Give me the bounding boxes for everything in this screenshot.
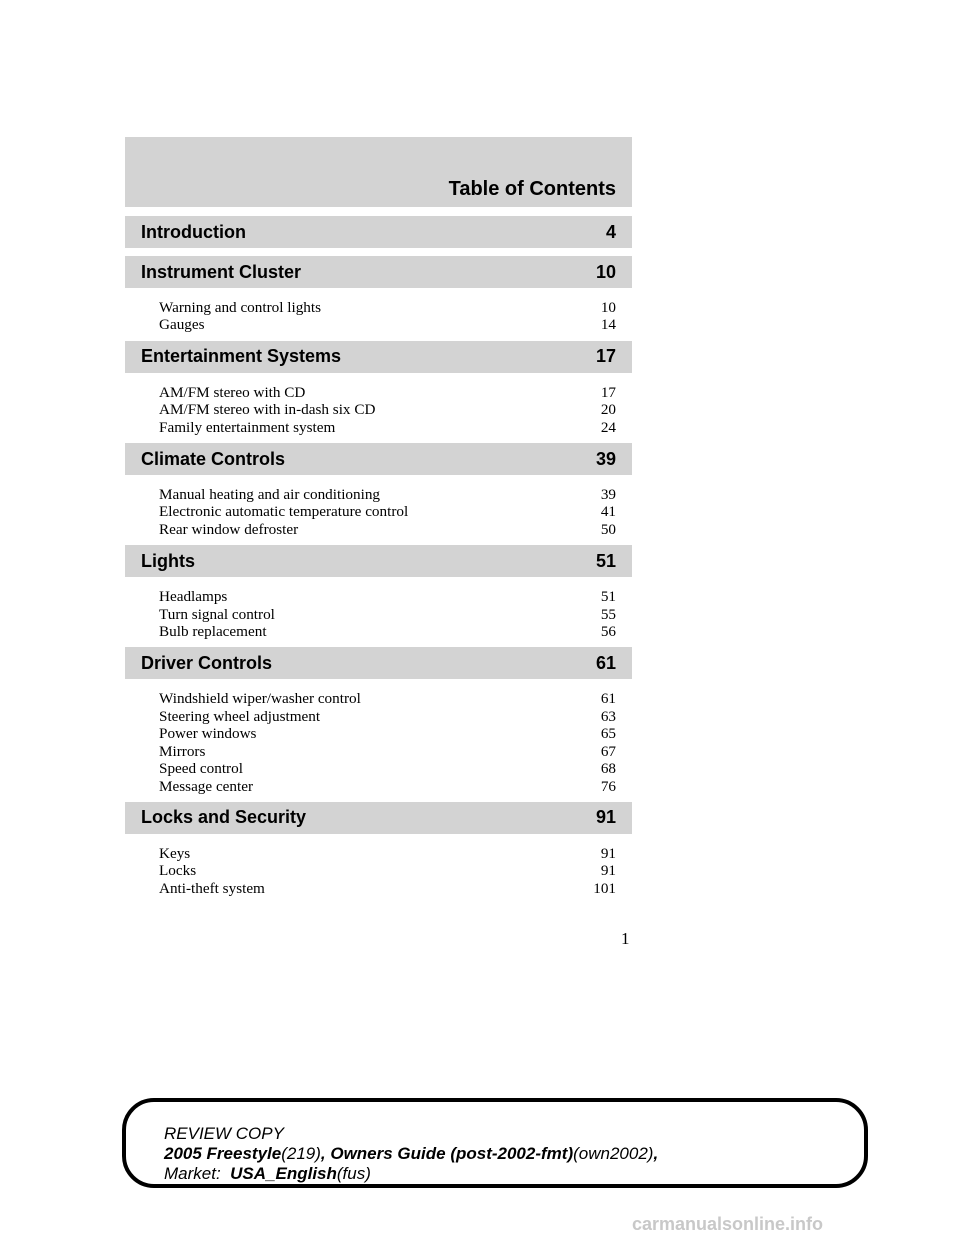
section-heading[interactable] <box>125 256 632 288</box>
entry-label: Headlamps <box>159 588 228 606</box>
guide-code: (own2002) <box>573 1144 654 1163</box>
section-title: Entertainment Systems <box>141 346 342 367</box>
entry-label: AM/FM stereo with CD <box>159 383 306 401</box>
section-heading[interactable] <box>125 545 632 577</box>
section-entries <box>125 296 632 334</box>
review-copy-line2 <box>164 1144 658 1164</box>
toc-entry[interactable] <box>159 588 616 605</box>
section-heading[interactable] <box>125 216 632 248</box>
entry-label: Power windows <box>159 725 257 743</box>
entry-page: 50 <box>600 520 616 538</box>
toc-entry[interactable] <box>159 521 616 538</box>
toc-entry[interactable] <box>159 708 616 725</box>
toc-entry[interactable] <box>159 778 616 795</box>
toc-entry[interactable] <box>159 299 616 316</box>
separator: , <box>320 1144 331 1163</box>
toc-entry[interactable] <box>159 690 616 707</box>
table-of-contents <box>125 216 632 904</box>
entry-label: Steering wheel adjustment <box>159 707 321 725</box>
entry-page: 24 <box>600 418 616 436</box>
entry-label: Anti-theft system <box>159 879 265 897</box>
toc-entry[interactable] <box>159 862 616 879</box>
section-title: Introduction <box>141 221 246 242</box>
entry-page: 67 <box>600 742 616 760</box>
toc-entry[interactable] <box>159 401 616 418</box>
entry-label: Family entertainment system <box>159 418 336 436</box>
market-code: (fus) <box>336 1164 371 1183</box>
section-heading[interactable] <box>125 647 632 679</box>
entry-page: 41 <box>600 503 616 521</box>
section-title: Instrument Cluster <box>141 261 302 282</box>
entry-label: Locks <box>159 862 197 880</box>
entry-page: 14 <box>600 316 616 334</box>
entry-label: Electronic automatic temperature control <box>159 503 409 521</box>
entry-label: Keys <box>159 844 191 862</box>
section-entries <box>125 687 632 794</box>
toc-entry[interactable] <box>159 486 616 503</box>
entry-label: Manual heating and air conditioning <box>159 486 381 504</box>
page-number: 1 <box>621 929 630 948</box>
toc-entry[interactable] <box>159 880 616 897</box>
toc-entry[interactable] <box>159 384 616 401</box>
entry-page: 91 <box>600 862 616 880</box>
section-entries <box>125 585 632 640</box>
entry-label: Gauges <box>159 316 205 334</box>
section-title: Driver Controls <box>141 652 273 673</box>
entry-page: 56 <box>600 623 616 641</box>
section-page: 91 <box>595 807 616 828</box>
section-page: 17 <box>595 346 616 367</box>
section-heading[interactable] <box>125 802 632 834</box>
entry-page: 101 <box>593 879 616 897</box>
toc-entry[interactable] <box>159 503 616 520</box>
watermark: carmanualsonline.info <box>632 1214 824 1234</box>
section-entries <box>125 381 632 436</box>
entry-label: Windshield wiper/washer control <box>159 690 361 708</box>
section-title: Lights <box>141 550 195 571</box>
entry-label: AM/FM stereo with in-dash six CD <box>159 401 376 419</box>
section-page: 39 <box>595 448 616 469</box>
section-heading[interactable] <box>125 443 632 475</box>
entry-label: Warning and control lights <box>159 299 322 316</box>
entry-page: 63 <box>600 707 616 725</box>
entry-page: 39 <box>600 486 616 504</box>
section-title: Locks and Security <box>141 807 307 828</box>
section-page: 61 <box>595 652 616 673</box>
entry-page: 55 <box>600 605 616 623</box>
section-heading[interactable] <box>125 341 632 373</box>
entry-label: Bulb replacement <box>159 623 267 641</box>
toc-entry[interactable] <box>159 606 616 623</box>
entry-label: Speed control <box>159 760 243 778</box>
toc-entry[interactable] <box>159 623 616 640</box>
toc-entry[interactable] <box>159 743 616 760</box>
separator: , <box>653 1144 659 1163</box>
entry-page: 68 <box>600 760 616 778</box>
entry-page: 61 <box>600 690 616 708</box>
model-code: (219) <box>281 1144 321 1163</box>
toc-entry[interactable] <box>159 845 616 862</box>
entry-label: Turn signal control <box>159 605 275 623</box>
review-copy-line3 <box>164 1164 658 1184</box>
entry-page: 51 <box>600 588 616 606</box>
market-name: USA_English <box>230 1164 337 1183</box>
guide-name: Owners Guide (post-2002-fmt) <box>330 1144 574 1163</box>
entry-label: Mirrors <box>159 742 206 760</box>
entry-page: 91 <box>600 844 616 862</box>
page-header <box>125 137 632 207</box>
entry-page: 76 <box>600 777 616 795</box>
toc-entry[interactable] <box>159 760 616 777</box>
toc-entry[interactable] <box>159 316 616 333</box>
review-copy-text <box>164 1124 658 1184</box>
section-page: 51 <box>595 550 616 571</box>
model-name: 2005 Freestyle <box>164 1144 282 1163</box>
toc-entry[interactable] <box>159 725 616 742</box>
review-copy-label: REVIEW COPY <box>164 1124 284 1143</box>
section-entries <box>125 483 632 538</box>
section-title: Climate Controls <box>141 448 286 469</box>
entry-label: Rear window defroster <box>159 520 299 538</box>
entry-page: 10 <box>600 299 616 316</box>
toc-entry[interactable] <box>159 419 616 436</box>
entry-page: 17 <box>600 383 616 401</box>
entry-page: 65 <box>600 725 616 743</box>
entry-page: 20 <box>600 401 616 419</box>
section-page: 4 <box>605 221 616 242</box>
section-page: 10 <box>595 261 616 282</box>
entry-label: Message center <box>159 777 254 795</box>
market-label: Market: <box>164 1164 221 1183</box>
section-entries <box>125 842 632 897</box>
page-title: Table of Contents <box>448 178 616 200</box>
